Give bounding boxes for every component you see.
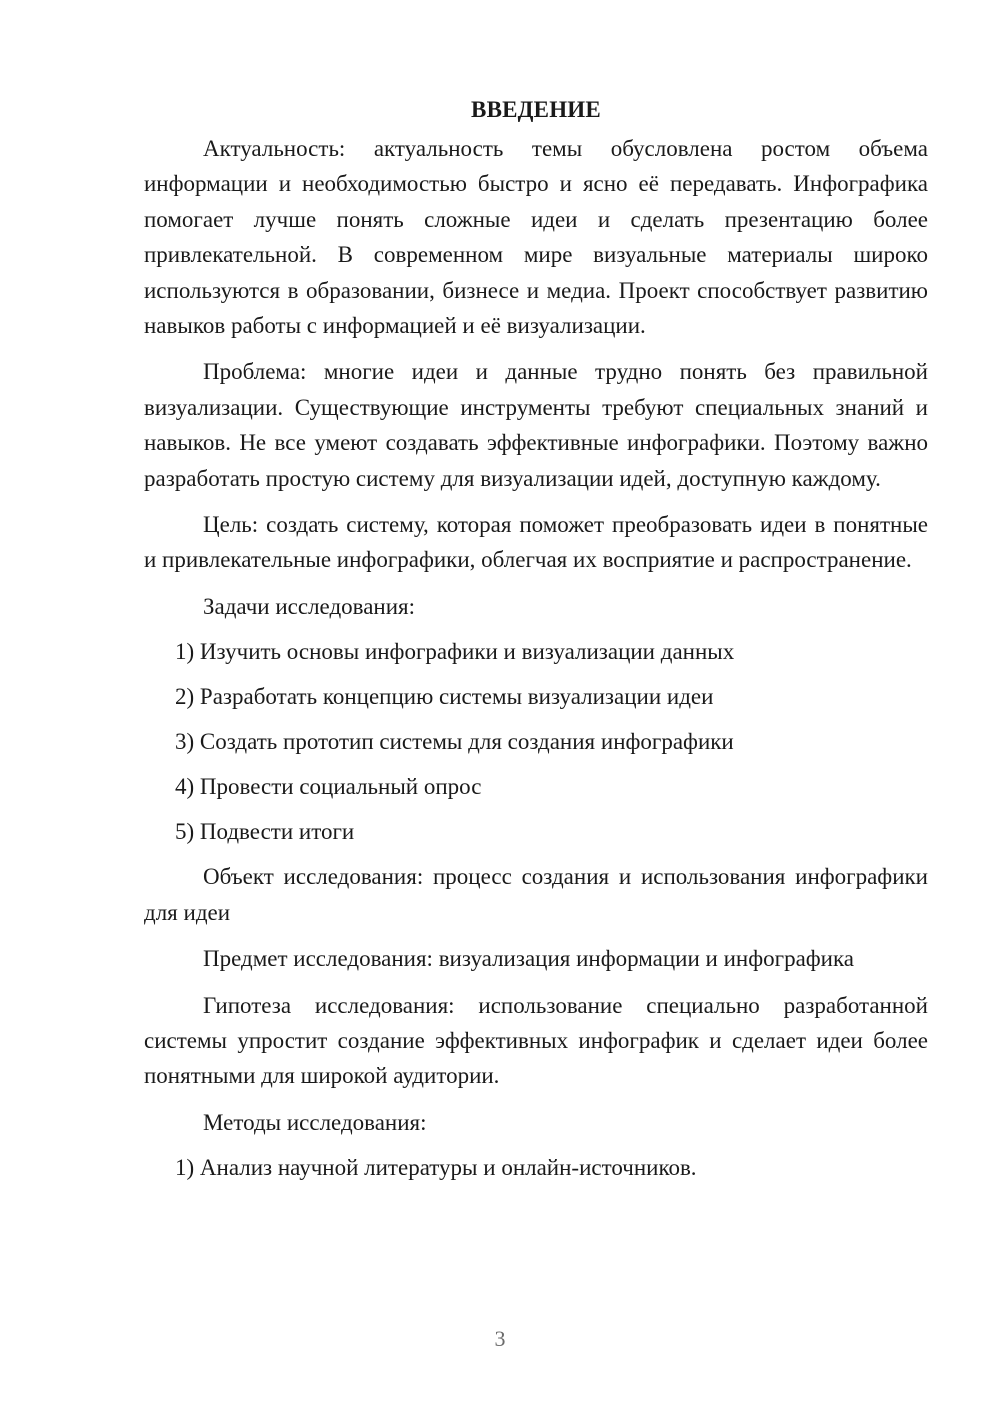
list-item: 3) Создать прототип системы для создания инфографики: [175, 729, 734, 755]
list-item: 1) Анализ научной литературы и онлайн-источников.: [175, 1155, 697, 1181]
page-title: ВВЕДЕНИЕ: [471, 97, 601, 122]
methods-list: [144, 1150, 928, 1185]
page-number: 3: [494, 1326, 506, 1351]
tasks-list: [144, 634, 928, 849]
list-item: 2) Разработать концепцию системы визуализации идеи: [175, 684, 714, 710]
paragraph-subject: Предмет исследования: визуализация информации и инфографика: [203, 946, 855, 972]
list-item: 5) Подвести итоги: [175, 819, 355, 845]
paragraph-goal: Цель: создать систему, которая поможет преобразовать идеи в понятные и привлекательные инфографики, облегчая их восприятие и распространение.: [144, 512, 928, 573]
paragraph-object: Объект исследования: процесс создания и использования инфографики для идеи: [144, 864, 928, 925]
document-page: [144, 92, 928, 1195]
list-item: 4) Провести социальный опрос: [175, 774, 482, 800]
list-item: 1) Изучить основы инфографики и визуализации данных: [175, 639, 735, 665]
paragraph-hypothesis: Гипотеза исследования: использование специально разработанной системы упростит создание эффективных инфографик и сделает идеи более понятными для широкой аудитории.: [144, 992, 928, 1089]
paragraph-problem: Проблема: многие идеи и данные трудно понять без правильной визуализации. Существующие инструменты требуют специальных знаний и навыков. Не все умеют создавать эффективные инфографики. Поэтому важно разработать простую систему для визуализации идей, доступную каждому.: [144, 359, 928, 491]
tasks-heading: Задачи исследования:: [203, 593, 416, 619]
paragraph-relevance: Актуальность: актуальность темы обусловлена ростом объема информации и необходимостью быстро и ясно её передавать. Инфографика помогает лучше понять сложные идеи и сделать презентацию более привлекательной. В современном мире визуальные материалы широко используются в образовании, бизнесе и медиа. Проект способствует развитию навыков работы с информацией и её визуализации.: [144, 136, 928, 339]
methods-heading: Методы исследования:: [203, 1109, 427, 1135]
